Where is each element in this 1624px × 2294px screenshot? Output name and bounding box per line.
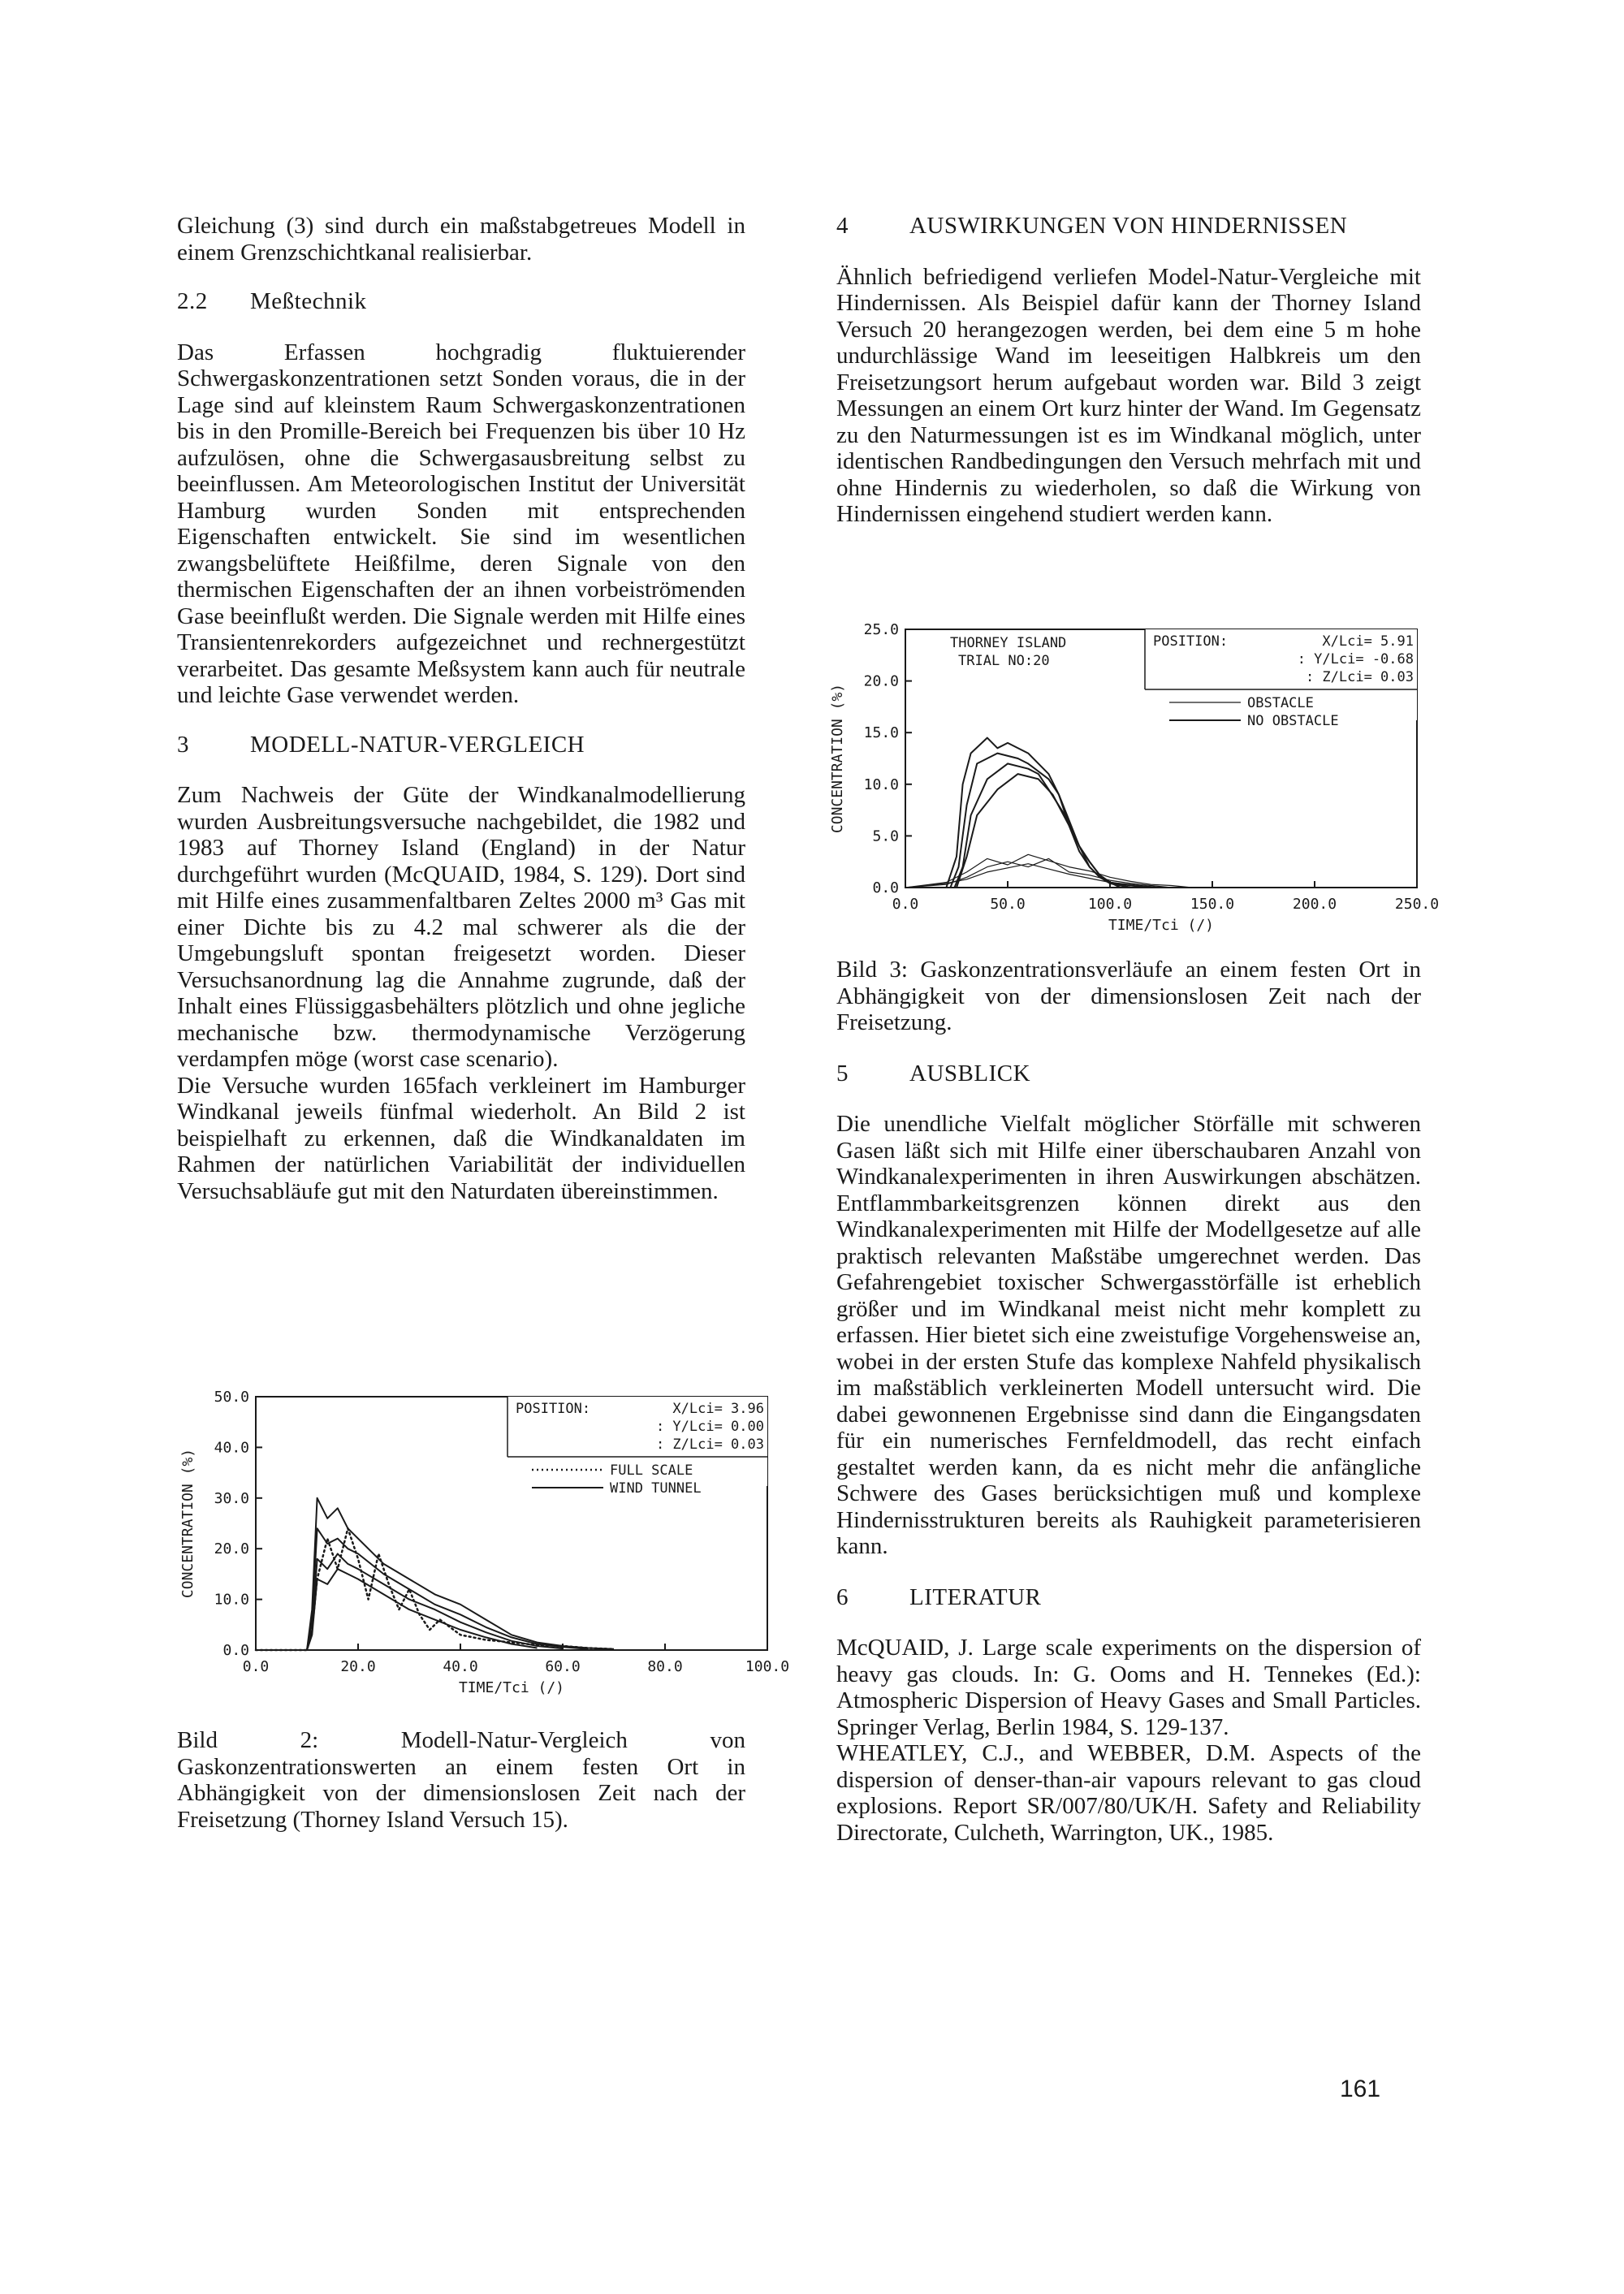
section-title: MODELL-NATUR-VERGLEICH [250, 731, 585, 758]
series-line [905, 763, 1130, 888]
position-y: : Y/Lci= 0.00 [655, 1419, 764, 1435]
series-line [256, 1528, 589, 1650]
x-tick-label: 100.0 [1087, 896, 1133, 913]
section-number: 6 [836, 1583, 849, 1610]
x-tick-label: 50.0 [990, 896, 1026, 913]
section-5-heading [836, 1061, 1421, 1087]
section-title: AUSBLICK [909, 1060, 1031, 1087]
section-4-heading [836, 213, 1421, 240]
section-3-body-1: Zum Nachweis der Güte der Windkanalmodellierung wurden Ausbreitungsversuche nachgebildet, die 1982 und 1983 auf Thorney Island (England) in der Natur durchgeführt wurden (McQUAID, 1984, S. 129). Dort sind mit Hilfe eines zusammenfaltbaren Zeltes 2000 m³ Gas mit einer Dichte bis zu 4.2 mal schwerer als die der Umgebungsluft spontan freigesetzt worden. Dieser Versuchsanordnung lag die Annahme zugrunde, daß der Inhalt eines Flüssiggasbehälters plötzlich und ohne jegliche mechanische bzw. thermodynamische Verzögerung verdampfen möge (worst case scenario). [177, 782, 745, 1072]
x-tick-label: 0.0 [242, 1658, 270, 1675]
x-axis-label: TIME/Tci (/) [458, 1679, 565, 1696]
figure-2-chart [179, 1380, 790, 1705]
section-title: LITERATUR [909, 1583, 1042, 1610]
reference-wheatley: WHEATLEY, C.J., and WEBBER, D.M. Aspects of the dispersion of denser-than-air vapours relevant to gas cloud explosions. Report SR/007/80/UK/H. Safety and Reliability Directorate, Culcheth, Warrington, UK., 1985. [836, 1740, 1421, 1846]
figure-2-caption-block [177, 1727, 745, 1833]
y-axis-label: CONCENTRATION (%) [179, 1448, 197, 1599]
x-tick-label: 40.0 [443, 1658, 478, 1675]
y-tick-label: 5.0 [872, 827, 899, 845]
figure-3-chart [828, 613, 1445, 946]
section-title: AUSWIRKUNGEN VON HINDERNISSEN [909, 213, 1348, 239]
section-6-heading [836, 1584, 1421, 1611]
x-tick-label: 200.0 [1292, 896, 1337, 913]
y-tick-label: 25.0 [863, 621, 899, 638]
page-number: 161 [1340, 2076, 1381, 2102]
y-tick-label: 20.0 [214, 1540, 249, 1558]
section-4-body: Ähnlich befriedigend verliefen Model-Natur-Vergleiche mit Hindernissen. Als Beispiel dafür kann der Thorney Island Versuch 20 herangezogen werden, bei dem eine 5 m hohe undurchlässige Wand im leeseitigen Halbkreis um den Freisetzungsort herum aufgebaut worden war. Bild 3 zeigt Messungen an einem Ort kurz hinter der Wand. Im Gegensatz zu den Naturmessungen ist es im Windkanal möglich, unter identischen Randbedingungen den Versuch mehrfach mit und ohne Hindernis zu wiederholen, so daß die Wirkung von Hindernissen eingehend studiert werden kann. [836, 263, 1421, 527]
position-x: X/Lci= 3.96 [672, 1401, 764, 1417]
position-z: : Z/Lci= 0.03 [655, 1436, 764, 1453]
site-label: THORNEY ISLAND [950, 635, 1067, 651]
x-tick-label: 0.0 [892, 896, 919, 913]
right-column [836, 213, 1421, 528]
x-axis-label: TIME/Tci (/) [1108, 917, 1215, 934]
reference-mcquaid: McQUAID, J. Large scale experiments on the dispersion of heavy gas clouds. In: G. Ooms and H. Tennekes (Ed.): Atmospheric Dispersion of Heavy Gases and Small Particles. Springer Verlag, Berlin 1984, S. 129-137. [836, 1635, 1421, 1740]
y-tick-label: 0.0 [222, 1642, 249, 1659]
legend-label: OBSTACLE [1247, 695, 1314, 711]
section-number: 3 [177, 731, 189, 758]
section-number: 4 [836, 213, 849, 239]
section-2-2-heading [177, 288, 745, 315]
left-column [177, 213, 745, 1204]
section-3-heading [177, 732, 745, 758]
y-tick-label: 15.0 [863, 724, 899, 742]
position-label: POSITION: [516, 1401, 591, 1417]
series-line [905, 864, 1161, 888]
x-tick-label: 150.0 [1190, 896, 1235, 913]
trial-label: TRIAL NO:20 [958, 653, 1050, 669]
figure-3-caption: Bild 3: Gaskonzentrationsverläufe an einem festen Ort in Abhängigkeit von der dimensionslosen Zeit nach der Freisetzung. [836, 957, 1421, 1035]
y-axis-label: CONCENTRATION (%) [829, 683, 846, 834]
position-x: X/Lci= 5.91 [1322, 633, 1414, 650]
intro-paragraph: Gleichung (3) sind durch ein maßstabgetreues Modell in einem Grenzschichtkanal realisierbar. [177, 213, 745, 266]
y-tick-label: 10.0 [863, 775, 899, 793]
x-tick-label: 20.0 [340, 1658, 376, 1675]
x-tick-label: 80.0 [647, 1658, 683, 1675]
section-2-2-body: Das Erfassen hochgradig fluktuierender Schwergaskonzentrationen setzt Sonden voraus, die in der Lage sind auf kleinstem Raum Schwergaskonzentrationen bis in den Promille-Bereich bei Frequenzen bis über 10 Hz aufzulösen, ohne die Schwergasausbreitung selbst zu beeinflussen. Am Meteorologischen Institut der Universität Hamburg wurden Sonden mit entsprechenden Eigenschaften entwickelt. Sie sind im wesentlichen zwangsbelüftete Heißfilme, deren Signale von den thermischen Eigenschaften der an ihnen vorbeiströmenden Gase beeinflußt werden. Die Signale werden mit Hilfe eines Transientenrekorders aufgezeichnet und rechnergestützt verarbeitet. Das gesamte Meßsystem kann auch für neutrale und leichte Gase verwendet werden. [177, 339, 745, 708]
x-tick-label: 60.0 [545, 1658, 581, 1675]
y-tick-label: 40.0 [214, 1439, 249, 1457]
y-tick-label: 10.0 [214, 1591, 249, 1609]
section-number: 2.2 [177, 288, 208, 314]
figure-2-caption: Bild 2: Modell-Natur-Vergleich von Gaskonzentrationswerten an einem festen Ort in Abhängigkeit von der dimensionslosen Zeit nach der Freisetzung (Thorney Island Versuch 15). [177, 1727, 745, 1833]
section-number: 5 [836, 1060, 849, 1087]
legend-label: NO OBSTACLE [1247, 713, 1339, 729]
series-line [256, 1498, 614, 1650]
y-tick-label: 50.0 [214, 1389, 249, 1406]
x-tick-label: 100.0 [745, 1658, 790, 1675]
position-label: POSITION: [1153, 633, 1229, 650]
position-y: : Y/Lci= -0.68 [1297, 651, 1414, 667]
legend-label: WIND TUNNEL [610, 1480, 702, 1497]
right-column-lower [836, 957, 1421, 1846]
section-3-body-2: Die Versuche wurden 165fach verkleinert im Hamburger Windkanal jeweils fünfmal wiederholt. An Bild 2 ist beispielhaft zu erkennen, daß die Windkanaldaten im Rahmen der natürlichen Variabilität der individuellen Versuchsabläufe gut mit den Naturdaten übereinstimmen. [177, 1072, 745, 1204]
legend-label: FULL SCALE [610, 1462, 693, 1479]
section-5-body: Die unendliche Vielfalt möglicher Störfälle mit schweren Gasen läßt sich mit Hilfe einer überschaubaren Anzahl von Windkanalexperimenten in ihren Auswirkungen abschätzen. Entflammbarkeitsgrenzen können direkt aus den Windkanalexperimenten mit Hilfe der Modellgesetze auf alle praktisch relevanten Maßstäbe umgerechnet werden. Das Gefahrengebiet toxischer Schwergasstörfälle ist erheblich größer und im Windkanal meist nicht mehr komplett zu erfassen. Hier bietet sich eine zweistufige Vorgehensweise an, wobei in der ersten Stufe das komplexe Nahfeld physikalisch im maßstäblich verkleinerten Modell untersucht wird. Die dabei gewonnenen Ergebnisse sind dann die Eingangsdaten für ein numerisches Fernfeldmodell, das recht einfach gestaltet werden kann, da es nicht mehr die anfängliche Schwere des Gases berücksichtigen muß und komplexe Hindernisstrukturen bereits als Rauhigkeit parameterisieren kann. [836, 1111, 1421, 1559]
y-tick-label: 20.0 [863, 672, 899, 690]
x-tick-label: 250.0 [1394, 896, 1440, 913]
figure-2 [179, 1380, 790, 1705]
y-tick-label: 0.0 [872, 879, 899, 896]
y-tick-label: 30.0 [214, 1489, 249, 1507]
series-line [905, 738, 1151, 888]
position-z: : Z/Lci= 0.03 [1305, 669, 1414, 685]
figure-3 [828, 613, 1445, 946]
section-title: Meßtechnik [250, 288, 367, 314]
